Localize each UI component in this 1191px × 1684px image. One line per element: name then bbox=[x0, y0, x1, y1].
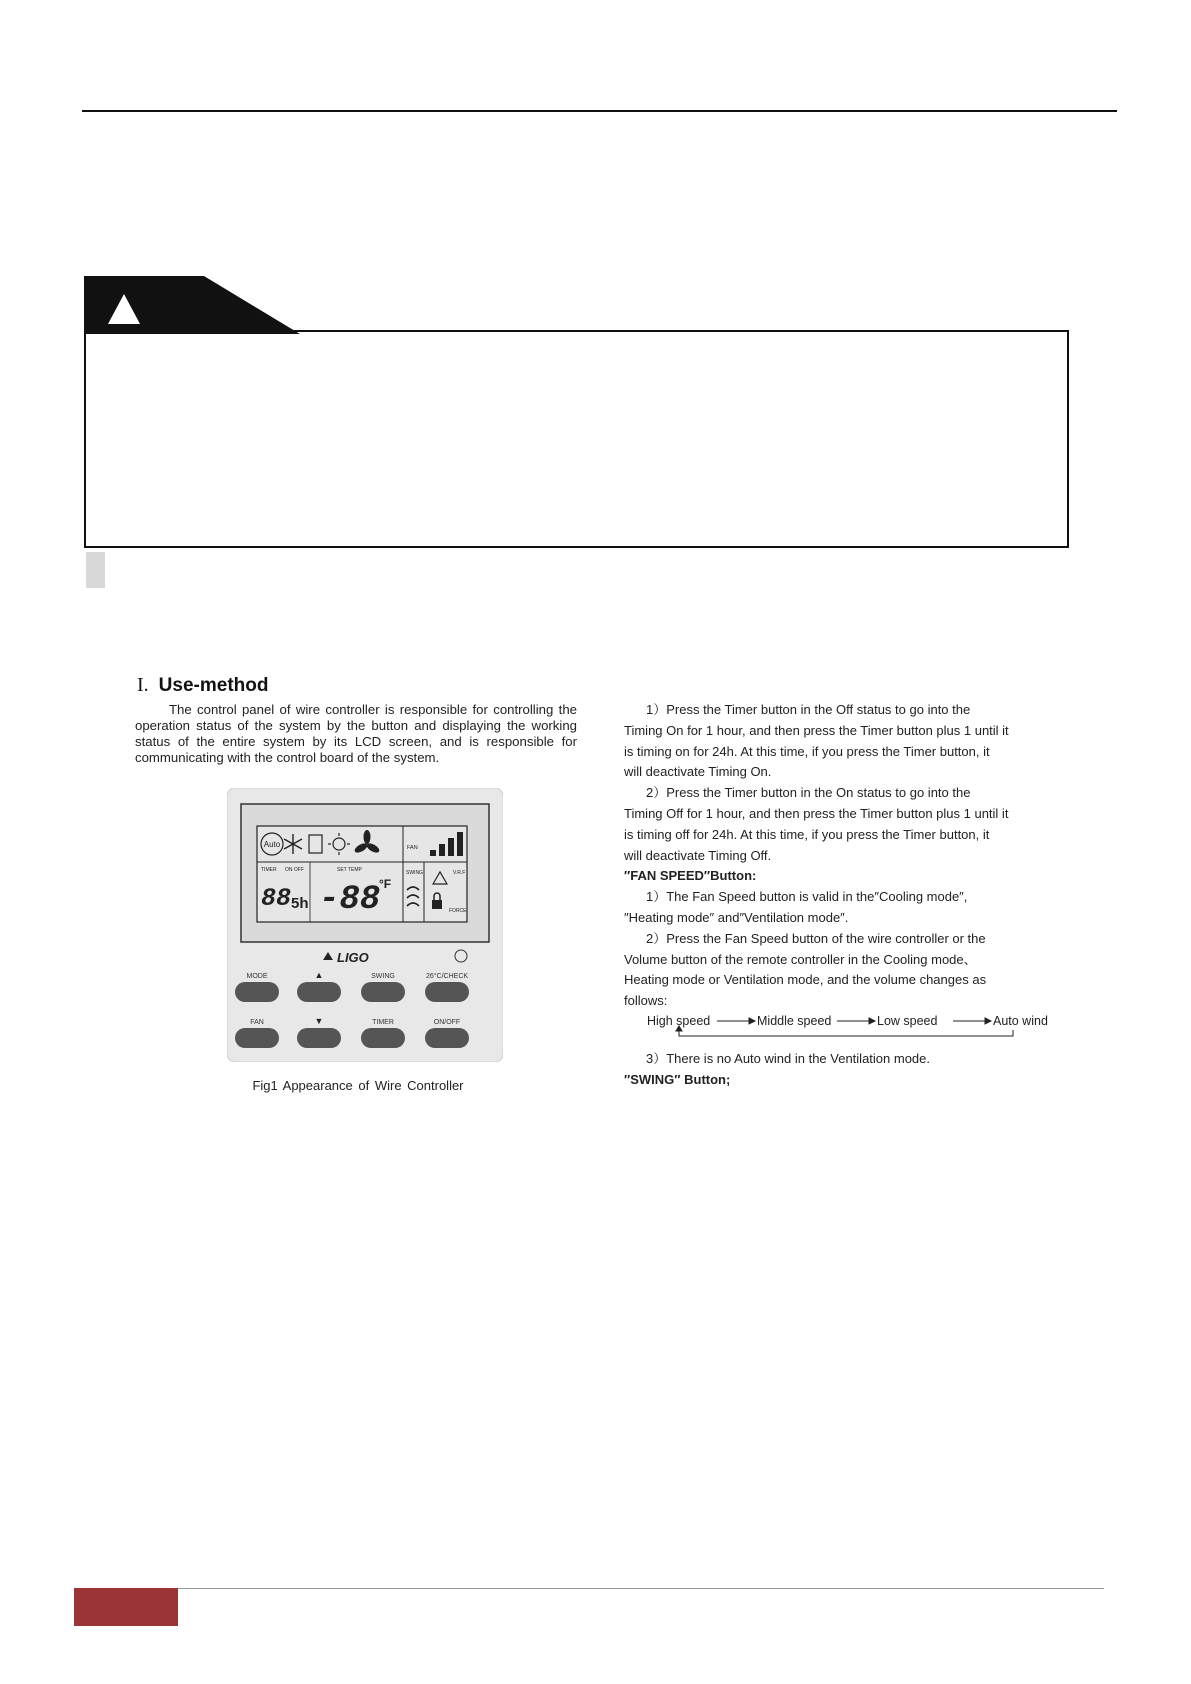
onoff-button bbox=[425, 1028, 469, 1048]
timer-button-label: TIMER bbox=[372, 1019, 394, 1026]
lcd-force-label: FORCE bbox=[449, 908, 467, 914]
up-button bbox=[297, 982, 341, 1002]
lcd-vrf-label: V.R.F bbox=[453, 870, 466, 876]
fan-speed-item-1-line-2: ″Heating mode″ and″Ventilation mode″. bbox=[624, 909, 849, 925]
timer-item-1-line-2: Timing On for 1 hour, and then press the Timer button plus 1 until it bbox=[624, 722, 1009, 738]
lcd-temp-digits: -88 bbox=[319, 881, 381, 919]
swing-heading: ″SWING″ Button; bbox=[624, 1071, 731, 1087]
lcd-onoff-label: ON OFF bbox=[285, 867, 304, 873]
lcd-auto-label: Auto bbox=[263, 840, 281, 849]
mode-button-label: MODE bbox=[246, 973, 268, 980]
right-column bbox=[624, 700, 1074, 1091]
warning-tab bbox=[84, 276, 300, 334]
onoff-button-label: ON/OFF bbox=[433, 1019, 461, 1026]
check-button bbox=[425, 982, 469, 1002]
flow-step-middle: Middle speed bbox=[757, 1013, 832, 1028]
lcd-timer-digits: 88 bbox=[261, 884, 292, 913]
fan-speed-item-1-line-1: 1）The Fan Speed button is valid in the″Cooling mode″, bbox=[646, 889, 968, 905]
fan-speed-item-2-line-4: follows: bbox=[624, 993, 668, 1009]
fan-speed-heading: ″FAN SPEED″Button: bbox=[624, 868, 757, 884]
down-button bbox=[297, 1028, 341, 1048]
section-number: I. bbox=[137, 674, 149, 696]
fan-speed-item-3: 3）There is no Auto wind in the Ventilation mode. bbox=[646, 1050, 931, 1066]
brand-text: LIGO bbox=[337, 950, 369, 965]
lcd-settemp-label: SET TEMP bbox=[337, 867, 362, 873]
check-button-label: 26°C/CHECK bbox=[425, 973, 469, 980]
wire-controller-figure bbox=[227, 788, 503, 1062]
intro-text: The control panel of wire controller is responsible for controlling the operation status of the system by the button and displaying the working status of the entire system by its LCD screen, and is responsible for communicating with the control board of the system. bbox=[135, 702, 577, 765]
timer-item-1-line-4: will deactivate Timing On. bbox=[624, 764, 772, 780]
timer-item-2-line-4: will deactivate Timing Off. bbox=[624, 847, 772, 863]
swing-button-label: SWING bbox=[371, 973, 395, 980]
up-button-label: ▲ bbox=[314, 970, 324, 980]
footer-rule bbox=[74, 1588, 1104, 1589]
timer-item-2-line-1: 2）Press the Timer button in the On status to go into the bbox=[646, 785, 971, 801]
lcd-timer-label: TIMER bbox=[261, 867, 277, 873]
swing-button bbox=[361, 982, 405, 1002]
timer-item-2-line-3: is timing off for 24h. At this time, if you press the Timer button, it bbox=[624, 826, 990, 842]
footer-page-tab bbox=[74, 1588, 178, 1626]
fan-button-label: FAN bbox=[250, 1019, 264, 1026]
lcd-temp-unit: °F bbox=[379, 877, 392, 891]
fan-speed-item-2-line-1: 2）Press the Fan Speed button of the wire controller or the bbox=[646, 930, 986, 946]
lcd-timer-unit: 5h bbox=[291, 895, 309, 912]
timer-item-1-line-3: is timing on for 24h. At this time, if you press the Timer button, it bbox=[624, 743, 990, 759]
mode-button bbox=[235, 982, 279, 1002]
fan-speed-item-2-line-3: Heating mode or Ventilation mode, and the volume changes as bbox=[624, 972, 987, 988]
intro-paragraph bbox=[135, 702, 577, 766]
lcd-swing-label: SWING bbox=[406, 870, 423, 876]
figure-caption: Fig1 Appearance of Wire Controller bbox=[252, 1078, 464, 1093]
flow-step-auto: Auto wind bbox=[993, 1013, 1048, 1028]
lcd-fan-label: FAN bbox=[407, 845, 418, 851]
header-rule bbox=[82, 110, 1117, 112]
timer-item-1-line-1: 1）Press the Timer button in the Off status to go into the bbox=[646, 702, 971, 717]
section-title: Use-method bbox=[158, 675, 269, 696]
timer-item-2-line-2: Timing Off for 1 hour, and then press the Timer button plus 1 until it bbox=[624, 805, 1009, 821]
section-marker bbox=[86, 552, 105, 588]
fan-speed-item-2-line-2: Volume button of the remote controller in the Cooling mode、 bbox=[624, 951, 977, 967]
section-heading bbox=[137, 674, 268, 697]
flow-step-high: High speed bbox=[647, 1013, 711, 1028]
flow-step-low: Low speed bbox=[877, 1013, 938, 1028]
down-button-label: ▼ bbox=[314, 1016, 324, 1026]
timer-button bbox=[361, 1028, 405, 1048]
fan-speed-flow-diagram bbox=[647, 1012, 1047, 1042]
warning-box bbox=[84, 330, 1069, 548]
fan-button bbox=[235, 1028, 279, 1048]
